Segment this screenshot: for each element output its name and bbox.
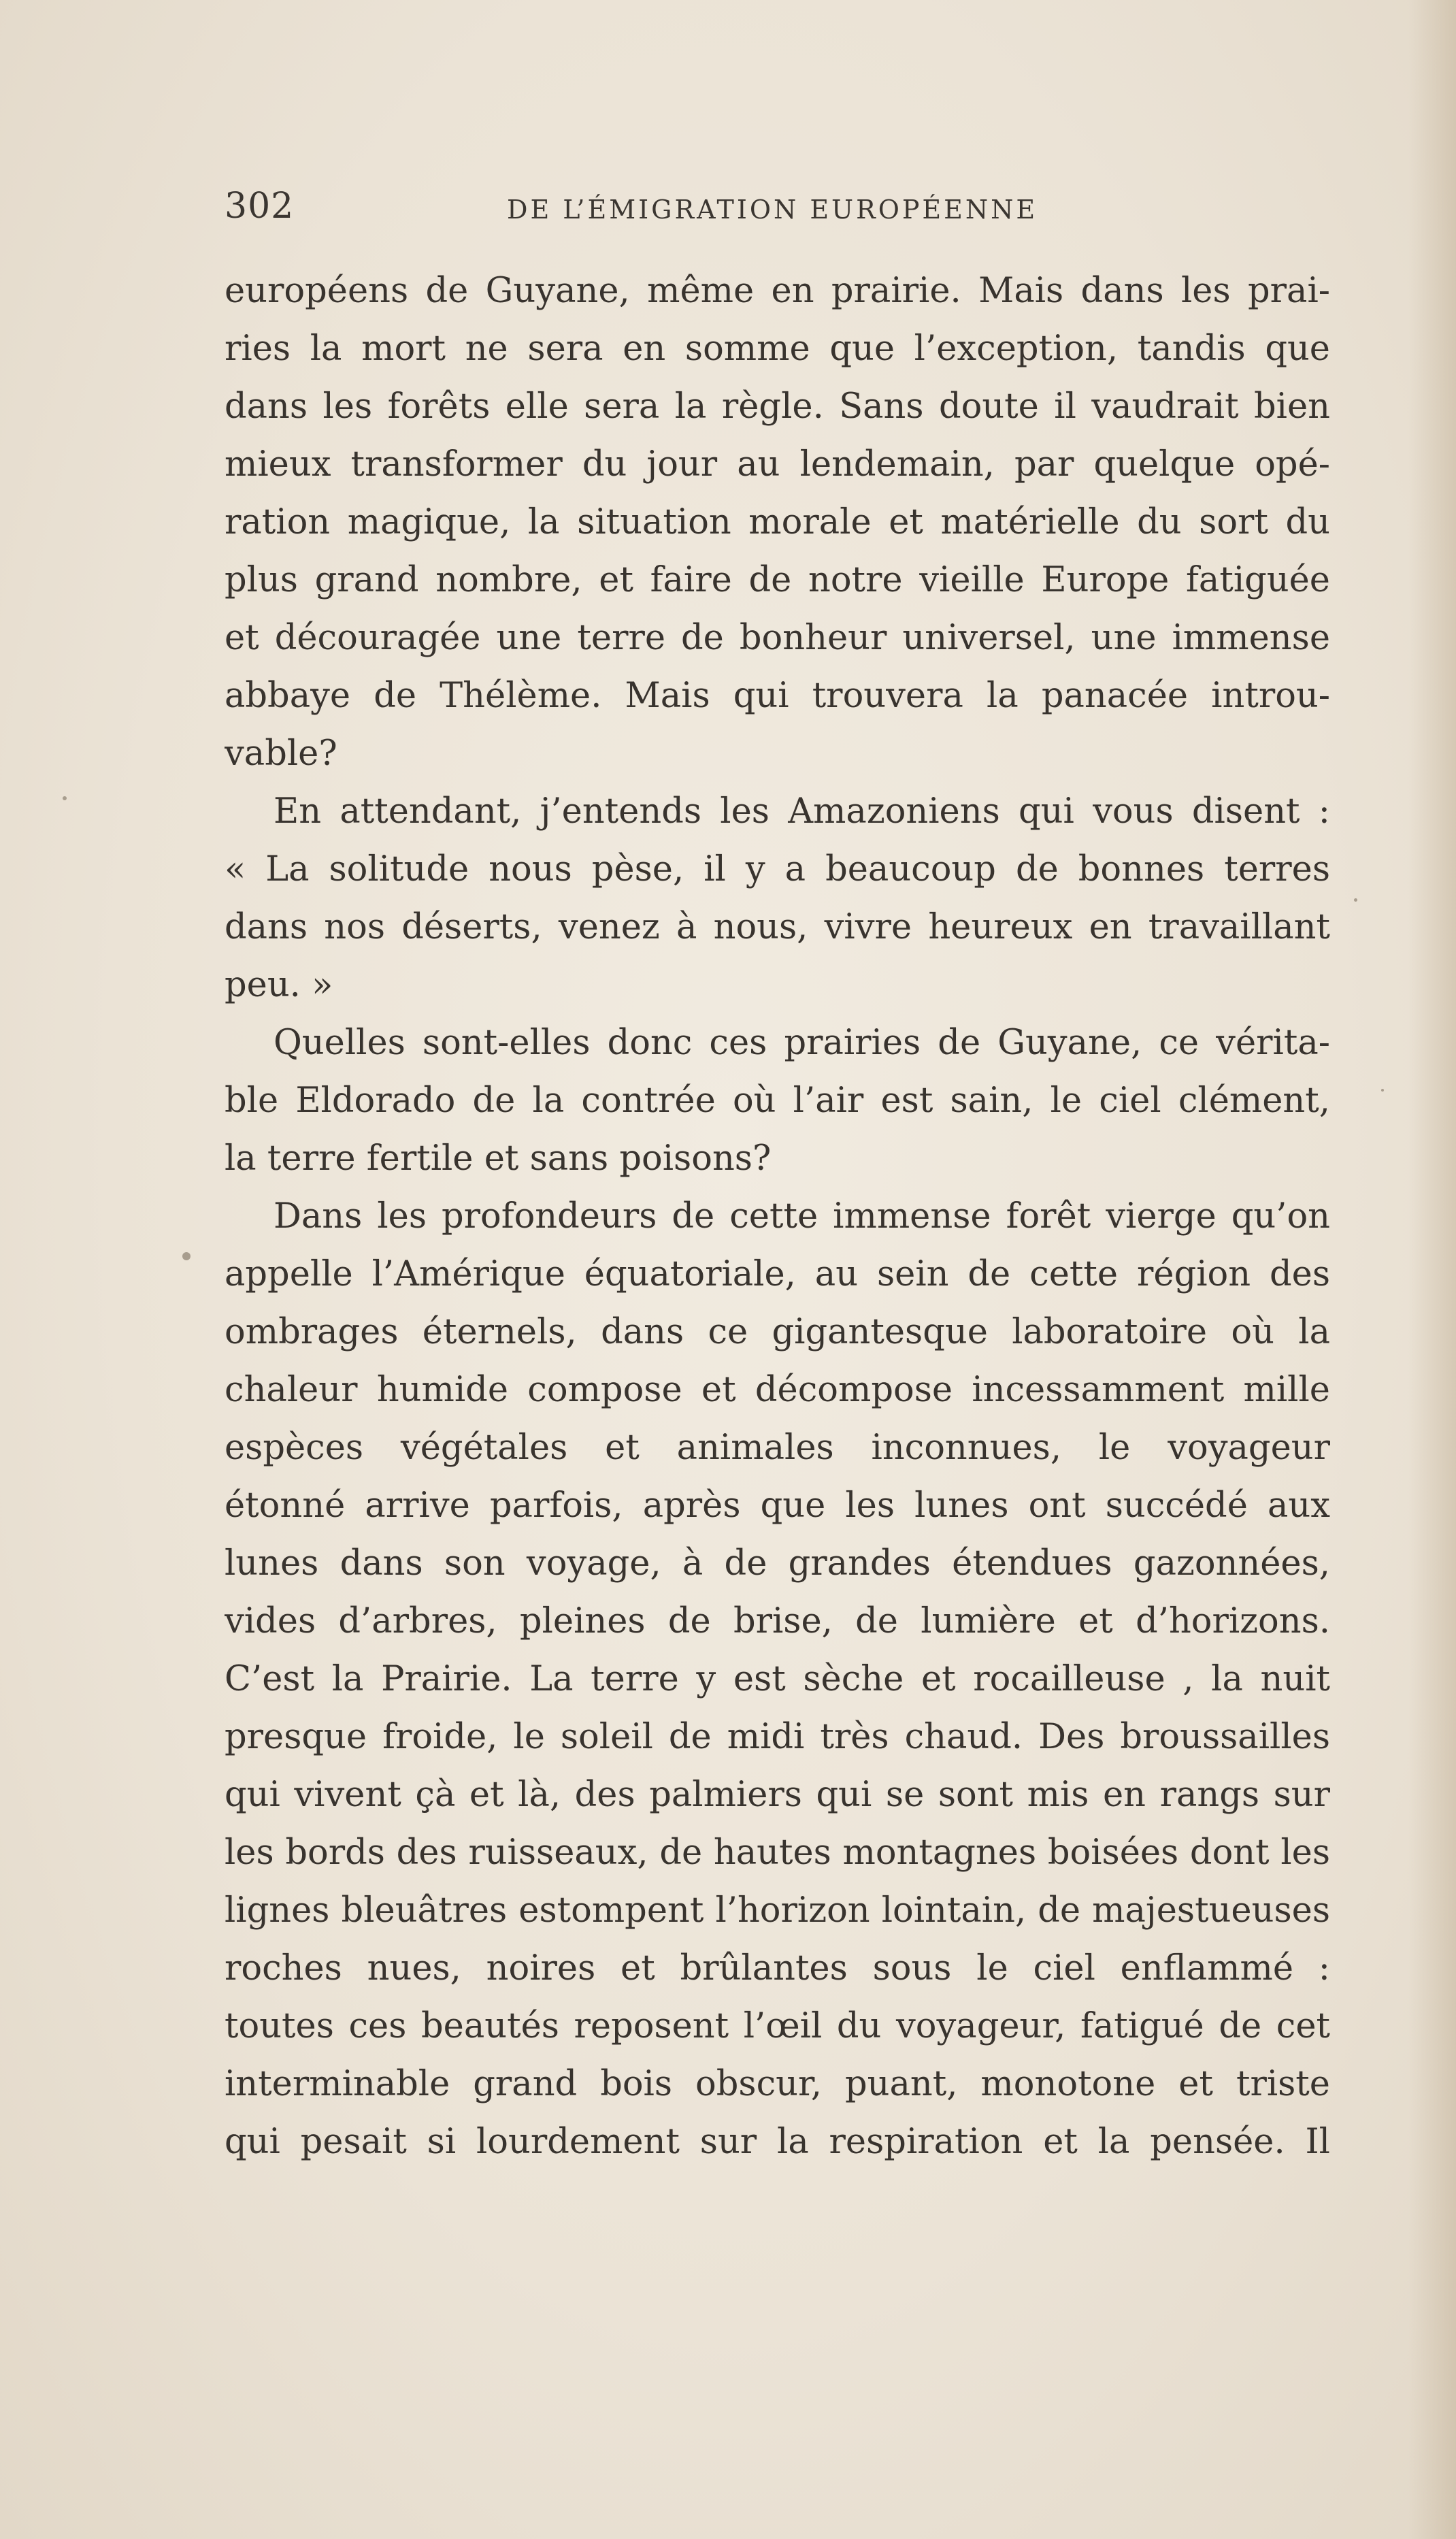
text-line: ble Eldorado de la contrée où l’air est sain, le ciel clément,	[225, 1081, 1330, 1121]
text-line: étonné arrive parfois, après que les lunes ont succédé aux	[225, 1486, 1330, 1526]
text-line: qui pesait si lourdement sur la respiration et la pensée. Il	[225, 2122, 1330, 2162]
text-line: « La solitude nous pèse, il y a beaucoup de bonnes terres	[225, 849, 1330, 889]
text-line: lignes bleuâtres estompent l’horizon lointain, de majestueuses	[225, 1890, 1330, 1931]
text-line: Dans les profondeurs de cette immense forêt vierge qu’on	[274, 1196, 1330, 1236]
text-line: vable?	[225, 734, 337, 774]
page-header	[225, 182, 1330, 237]
paper-speck	[63, 796, 67, 800]
text-line: vides d’arbres, pleines de brise, de lumière et d’horizons.	[225, 1601, 1330, 1641]
text-line: et découragée une terre de bonheur universel, une immense	[225, 618, 1330, 658]
text-line: qui vivent çà et là, des palmiers qui se sont mis en rangs sur	[225, 1775, 1330, 1815]
text-line: appelle l’Amérique équatoriale, au sein de cette région des	[225, 1254, 1330, 1294]
text-line: européens de Guyane, même en prairie. Mais dans les prai-	[225, 271, 1330, 311]
text-line: mieux transformer du jour au lendemain, par quelque opé-	[225, 444, 1330, 485]
paper-speck	[1354, 898, 1357, 902]
page-number: 302	[225, 186, 295, 227]
text-line: espèces végétales et animales inconnues, le voyageur	[225, 1428, 1330, 1468]
page-edge-shadow	[1408, 0, 1456, 2539]
text-line: lunes dans son voyage, à de grandes étendues gazonnées,	[225, 1543, 1330, 1584]
text-line: peu. »	[225, 965, 333, 1005]
text-line: ombrages éternels, dans ce gigantesque laboratoire où la	[225, 1312, 1330, 1352]
text-line: Quelles sont-elles donc ces prairies de Guyane, ce vérita-	[274, 1023, 1330, 1063]
text-line: la terre fertile et sans poisons?	[225, 1139, 772, 1179]
text-line: interminable grand bois obscur, puant, monotone et triste	[225, 2064, 1330, 2104]
text-line: toutes ces beautés reposent l’œil du voyageur, fatigué de cet	[225, 2006, 1330, 2046]
text-line: les bords des ruisseaux, de hautes montagnes boisées dont les	[225, 1833, 1330, 1873]
text-line: ries la mort ne sera en somme que l’exception, tandis que	[225, 329, 1330, 369]
text-line: roches nues, noires et brûlantes sous le ciel enflammé :	[225, 1948, 1330, 1988]
running-head: DE L’ÉMIGRATION EUROPÉENNE	[507, 195, 1038, 225]
text-line: C’est la Prairie. La terre y est sèche et rocailleuse , la nuit	[225, 1659, 1330, 1699]
paper-speck	[1381, 1089, 1384, 1092]
text-line: ration magique, la situation morale et matérielle du sort du	[225, 502, 1330, 542]
text-line: En attendant, j’entends les Amazoniens qui vous disent :	[274, 791, 1330, 832]
text-line: presque froide, le soleil de midi très chaud. Des broussailles	[225, 1717, 1330, 1757]
text-line: plus grand nombre, et faire de notre vieille Europe fatiguée	[225, 560, 1330, 600]
paper-speck	[182, 1252, 191, 1260]
body-text	[225, 262, 1330, 2171]
text-line: chaleur humide compose et décompose incessamment mille	[225, 1370, 1330, 1410]
text-line: abbaye de Thélème. Mais qui trouvera la panacée introu-	[225, 676, 1330, 716]
text-line: dans nos déserts, venez à nous, vivre heureux en travaillant	[225, 907, 1330, 947]
text-line: dans les forêts elle sera la règle. Sans doute il vaudrait bien	[225, 387, 1330, 427]
